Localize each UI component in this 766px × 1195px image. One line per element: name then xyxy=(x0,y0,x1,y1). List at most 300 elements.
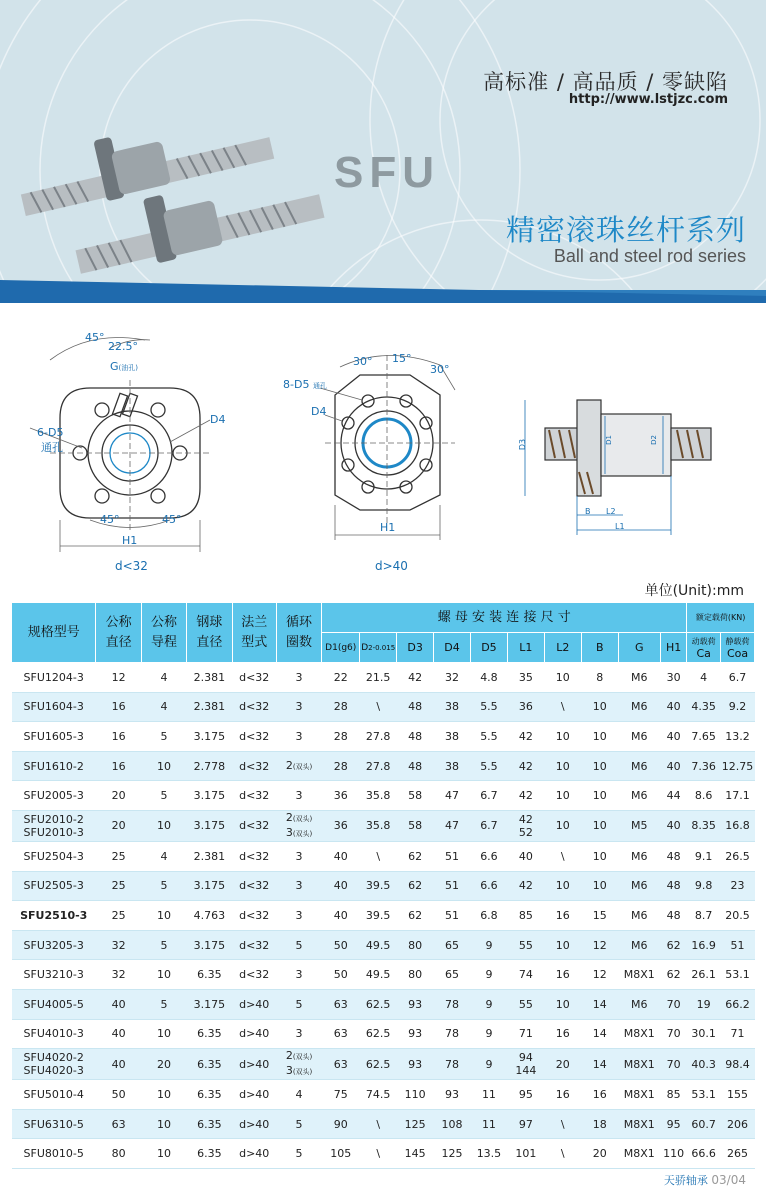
g-label: G(油孔) xyxy=(110,360,138,373)
cell-d4: 47 xyxy=(434,810,471,841)
cell-d5: 6.7 xyxy=(470,781,507,811)
cell-b: 14 xyxy=(581,989,618,1019)
cell-d4: 78 xyxy=(434,1019,471,1049)
cell-circ: 3 xyxy=(276,722,321,752)
holes-label: 6-D5 xyxy=(37,426,64,439)
cell-l1: 85 xyxy=(507,901,544,931)
product-code: SFU xyxy=(334,148,440,197)
cell-circ: 3 xyxy=(276,841,321,871)
cell-g: M6 xyxy=(618,989,660,1019)
cell-ca: 60.7 xyxy=(687,1109,721,1139)
cell-d4: 125 xyxy=(434,1139,471,1169)
cell-flange: d<32 xyxy=(232,901,276,931)
cell-b: 12 xyxy=(581,960,618,990)
cell-h1: 48 xyxy=(660,841,686,871)
cell-circ: 5 xyxy=(276,1109,321,1139)
cell-ball: 6.35 xyxy=(187,1049,232,1080)
cell-ca: 9.8 xyxy=(687,871,721,901)
cell-b: 14 xyxy=(581,1049,618,1080)
cell-dia: 40 xyxy=(96,989,141,1019)
cell-ball: 3.175 xyxy=(187,781,232,811)
cell-b: 10 xyxy=(581,841,618,871)
cell-ball: 2.381 xyxy=(187,663,232,693)
angle-30-right: 30° xyxy=(430,363,450,376)
ball-screw-image-lower xyxy=(76,194,325,274)
header-flange: 法兰 型式 xyxy=(232,603,276,663)
header-b: B xyxy=(581,633,618,663)
header-d3: D3 xyxy=(397,633,434,663)
cell-d4: 38 xyxy=(434,751,471,781)
nut-side-view-svg xyxy=(515,390,720,540)
cell-d4: 51 xyxy=(434,901,471,931)
cell-b: 12 xyxy=(581,930,618,960)
cell-l2: 10 xyxy=(544,663,581,693)
cell-ca: 8.6 xyxy=(687,781,721,811)
cell-lead: 4 xyxy=(141,841,186,871)
cell-d4: 78 xyxy=(434,1049,471,1080)
cell-g: M6 xyxy=(618,871,660,901)
cell-model: SFU2504-3 xyxy=(12,841,96,871)
footer xyxy=(664,1172,746,1188)
cell-g: M8X1 xyxy=(618,1019,660,1049)
cell-flange: d>40 xyxy=(232,1139,276,1169)
cell-d2: 49.5 xyxy=(360,960,397,990)
cell-l2: \ xyxy=(544,1139,581,1169)
cell-l1: 55 xyxy=(507,989,544,1019)
cell-d4: 38 xyxy=(434,722,471,752)
cell-l2: 20 xyxy=(544,1049,581,1080)
cell-flange: d<32 xyxy=(232,960,276,990)
l1-label: L1 xyxy=(615,522,625,531)
cell-d3: 145 xyxy=(397,1139,434,1169)
cell-d5: 6.7 xyxy=(470,810,507,841)
cell-l2: 16 xyxy=(544,960,581,990)
cell-lead: 4 xyxy=(141,692,186,722)
cell-coa: 13.2 xyxy=(721,722,755,752)
cell-d4: 47 xyxy=(434,781,471,811)
flange-drawing-small xyxy=(20,320,250,580)
cell-d5: 6.6 xyxy=(470,871,507,901)
l2-label: L2 xyxy=(606,507,616,516)
cell-d3: 80 xyxy=(397,930,434,960)
cell-g: M6 xyxy=(618,751,660,781)
cell-circ: 3 xyxy=(276,1019,321,1049)
cell-ca: 8.35 xyxy=(687,810,721,841)
table-row xyxy=(12,871,755,901)
cell-model: SFU1605-3 xyxy=(12,722,96,752)
cell-d5: 6.6 xyxy=(470,841,507,871)
cell-model: SFU3205-3 xyxy=(12,930,96,960)
cell-circ: 4 xyxy=(276,1080,321,1110)
cell-dia: 20 xyxy=(96,781,141,811)
cell-l1: 36 xyxy=(507,692,544,722)
cell-flange: d>40 xyxy=(232,989,276,1019)
cell-l1: 42 xyxy=(507,751,544,781)
cell-d4: 93 xyxy=(434,1080,471,1110)
cell-l2: \ xyxy=(544,692,581,722)
cell-dia: 16 xyxy=(96,722,141,752)
cell-d4: 51 xyxy=(434,871,471,901)
cell-h1: 40 xyxy=(660,722,686,752)
cell-l2: 10 xyxy=(544,810,581,841)
d4-label: D4 xyxy=(210,413,226,426)
cell-circ: 5 xyxy=(276,989,321,1019)
table-row xyxy=(12,1139,755,1169)
cell-d2: 27.8 xyxy=(360,722,397,752)
h1-label: H1 xyxy=(122,534,138,547)
cell-ball: 3.175 xyxy=(187,930,232,960)
cell-lead: 10 xyxy=(141,810,186,841)
header-h1: H1 xyxy=(660,633,686,663)
cell-h1: 48 xyxy=(660,871,686,901)
cell-lead: 5 xyxy=(141,989,186,1019)
header-l1: L1 xyxy=(507,633,544,663)
spec-table xyxy=(11,602,755,1169)
cell-ca: 4.35 xyxy=(687,692,721,722)
cell-d1: 36 xyxy=(322,810,360,841)
cell-lead: 10 xyxy=(141,751,186,781)
cell-flange: d<32 xyxy=(232,663,276,693)
cell-l2: 16 xyxy=(544,901,581,931)
cell-b: 14 xyxy=(581,1019,618,1049)
cell-model: SFU8010-5 xyxy=(12,1139,96,1169)
cell-coa: 20.5 xyxy=(721,901,755,931)
table-row xyxy=(12,663,755,693)
cell-ball: 6.35 xyxy=(187,1139,232,1169)
cell-dia: 40 xyxy=(96,1019,141,1049)
cell-d2: 62.5 xyxy=(360,1049,397,1080)
header-lead: 公称 导程 xyxy=(141,603,186,663)
cell-model: SFU4010-3 xyxy=(12,1019,96,1049)
cell-d2: \ xyxy=(360,1109,397,1139)
cell-ca: 30.1 xyxy=(687,1019,721,1049)
cell-g: M5 xyxy=(618,810,660,841)
cell-h1: 62 xyxy=(660,960,686,990)
cell-coa: 16.8 xyxy=(721,810,755,841)
cell-model: SFU3210-3 xyxy=(12,960,96,990)
cell-d3: 110 xyxy=(397,1080,434,1110)
cell-ca: 8.7 xyxy=(687,901,721,931)
cell-coa: 206 xyxy=(721,1109,755,1139)
cell-coa: 98.4 xyxy=(721,1049,755,1080)
cell-d4: 38 xyxy=(434,692,471,722)
cell-l1: 40 xyxy=(507,841,544,871)
cell-lead: 10 xyxy=(141,1139,186,1169)
cell-d2: \ xyxy=(360,841,397,871)
cell-d5: 6.8 xyxy=(470,901,507,931)
cell-dia: 12 xyxy=(96,663,141,693)
cell-l2: \ xyxy=(544,841,581,871)
cell-circ: 5 xyxy=(276,930,321,960)
d3-label: D3 xyxy=(518,438,528,451)
cell-lead: 5 xyxy=(141,930,186,960)
angle-45-bottom-left: 45° xyxy=(100,513,120,526)
cell-d1: 75 xyxy=(322,1080,360,1110)
cell-coa: 23 xyxy=(721,871,755,901)
cell-d2: 39.5 xyxy=(360,901,397,931)
cell-d3: 48 xyxy=(397,751,434,781)
header-l2: L2 xyxy=(544,633,581,663)
header-ball-dia: 钢球 直径 xyxy=(187,603,232,663)
cell-g: M6 xyxy=(618,781,660,811)
cell-d1: 28 xyxy=(322,722,360,752)
cell-b: 18 xyxy=(581,1109,618,1139)
cell-l2: 10 xyxy=(544,781,581,811)
cell-ca: 26.1 xyxy=(687,960,721,990)
cell-l1: 94 144 xyxy=(507,1049,544,1080)
cell-ball: 2.778 xyxy=(187,751,232,781)
cell-lead: 10 xyxy=(141,1109,186,1139)
cell-coa: 6.7 xyxy=(721,663,755,693)
header-d4: D4 xyxy=(434,633,471,663)
cell-d1: 28 xyxy=(322,751,360,781)
drawing-caption-small: d<32 xyxy=(115,559,148,573)
cell-l1: 95 xyxy=(507,1080,544,1110)
cell-circ: 3 xyxy=(276,901,321,931)
cell-g: M8X1 xyxy=(618,1049,660,1080)
cell-flange: d<32 xyxy=(232,841,276,871)
cell-model: SFU6310-5 xyxy=(12,1109,96,1139)
cell-ca: 53.1 xyxy=(687,1080,721,1110)
cell-g: M8X1 xyxy=(618,1139,660,1169)
header-ca: 动载荷 Ca xyxy=(687,633,721,663)
h1-label-large: H1 xyxy=(380,521,396,534)
cell-ca: 4 xyxy=(687,663,721,693)
cell-lead: 5 xyxy=(141,871,186,901)
cell-d1: 22 xyxy=(322,663,360,693)
table-row xyxy=(12,841,755,871)
table-row xyxy=(12,960,755,990)
nut-side-view xyxy=(515,390,720,540)
header-d2: D2-0.015 xyxy=(360,633,397,663)
cell-d1: 105 xyxy=(322,1139,360,1169)
cell-dia: 50 xyxy=(96,1080,141,1110)
cell-d3: 62 xyxy=(397,841,434,871)
cell-l1: 35 xyxy=(507,663,544,693)
cell-ca: 66.6 xyxy=(687,1139,721,1169)
cell-lead: 10 xyxy=(141,1080,186,1110)
cell-d2: 39.5 xyxy=(360,871,397,901)
cell-dia: 16 xyxy=(96,692,141,722)
cell-l1: 42 xyxy=(507,722,544,752)
cell-h1: 85 xyxy=(660,1080,686,1110)
cell-model: SFU4020-2 SFU4020-3 xyxy=(12,1049,96,1080)
cell-h1: 40 xyxy=(660,751,686,781)
cell-flange: d<32 xyxy=(232,692,276,722)
cell-d3: 62 xyxy=(397,901,434,931)
spec-table-body xyxy=(12,663,755,1169)
cell-flange: d<32 xyxy=(232,722,276,752)
header-d1: D1(g6) xyxy=(322,633,360,663)
website-url[interactable]: http://www.lstjzc.com xyxy=(568,92,728,107)
cell-flange: d>40 xyxy=(232,1109,276,1139)
series-title-cn: 精密滚珠丝杆系列 xyxy=(505,213,746,247)
flange-drawing-large xyxy=(280,345,480,580)
cell-d1: 40 xyxy=(322,871,360,901)
cell-h1: 62 xyxy=(660,930,686,960)
cell-model: SFU1610-2 xyxy=(12,751,96,781)
cell-d1: 63 xyxy=(322,1019,360,1049)
cell-ca: 19 xyxy=(687,989,721,1019)
cell-ca: 9.1 xyxy=(687,841,721,871)
page-number: 03/04 xyxy=(711,1173,746,1187)
cell-l1: 42 xyxy=(507,871,544,901)
cell-lead: 10 xyxy=(141,960,186,990)
cell-l2: 10 xyxy=(544,930,581,960)
angle-45-top: 45° xyxy=(85,331,105,344)
d2-label: D2 xyxy=(649,435,658,445)
cell-model: SFU2505-3 xyxy=(12,871,96,901)
cell-d1: 50 xyxy=(322,960,360,990)
cell-b: 10 xyxy=(581,722,618,752)
cell-d5: 11 xyxy=(470,1109,507,1139)
cell-ball: 6.35 xyxy=(187,1080,232,1110)
cell-g: M8X1 xyxy=(618,1080,660,1110)
cell-d5: 9 xyxy=(470,989,507,1019)
cell-circ: 3 xyxy=(276,663,321,693)
cell-d5: 4.8 xyxy=(470,663,507,693)
cell-b: 8 xyxy=(581,663,618,693)
cell-d2: 35.8 xyxy=(360,781,397,811)
cell-d3: 48 xyxy=(397,722,434,752)
cell-d1: 63 xyxy=(322,989,360,1019)
cell-l2: 10 xyxy=(544,871,581,901)
cell-l1: 74 xyxy=(507,960,544,990)
cell-ball: 4.763 xyxy=(187,901,232,931)
table-row xyxy=(12,1019,755,1049)
cell-d4: 32 xyxy=(434,663,471,693)
drawing-caption-large: d>40 xyxy=(375,559,408,573)
cell-circ: 3 xyxy=(276,871,321,901)
cell-dia: 20 xyxy=(96,810,141,841)
cell-dia: 40 xyxy=(96,1049,141,1080)
cell-d5: 11 xyxy=(470,1080,507,1110)
cell-coa: 265 xyxy=(721,1139,755,1169)
cell-d3: 58 xyxy=(397,781,434,811)
table-row xyxy=(12,810,755,841)
cell-d1: 40 xyxy=(322,901,360,931)
b-label: B xyxy=(585,507,591,516)
cell-g: M6 xyxy=(618,663,660,693)
table-row xyxy=(12,1109,755,1139)
cell-d3: 125 xyxy=(397,1109,434,1139)
cell-d5: 9 xyxy=(470,930,507,960)
cell-d4: 51 xyxy=(434,841,471,871)
cell-flange: d>40 xyxy=(232,1080,276,1110)
cell-d2: \ xyxy=(360,692,397,722)
footer-brand: 天骄轴承 xyxy=(663,1174,708,1187)
cell-model: SFU4005-5 xyxy=(12,989,96,1019)
cell-ca: 40.3 xyxy=(687,1049,721,1080)
header-coa: 静载荷 Coa xyxy=(721,633,755,663)
cell-dia: 32 xyxy=(96,930,141,960)
cell-l1: 101 xyxy=(507,1139,544,1169)
cell-d5: 5.5 xyxy=(470,751,507,781)
cell-ball: 3.175 xyxy=(187,810,232,841)
table-row xyxy=(12,751,755,781)
cell-l1: 42 52 xyxy=(507,810,544,841)
cell-flange: d>40 xyxy=(232,1019,276,1049)
cell-l2: \ xyxy=(544,1109,581,1139)
cell-ball: 2.381 xyxy=(187,841,232,871)
table-row xyxy=(12,692,755,722)
cell-model: SFU5010-4 xyxy=(12,1080,96,1110)
cell-g: M6 xyxy=(618,930,660,960)
cell-flange: d<32 xyxy=(232,810,276,841)
cell-circ: 3 xyxy=(276,692,321,722)
cell-dia: 25 xyxy=(96,871,141,901)
cell-g: M6 xyxy=(618,901,660,931)
table-row xyxy=(12,989,755,1019)
cell-h1: 30 xyxy=(660,663,686,693)
cell-model: SFU1204-3 xyxy=(12,663,96,693)
cell-d2: 62.5 xyxy=(360,989,397,1019)
cell-h1: 70 xyxy=(660,1049,686,1080)
cell-dia: 63 xyxy=(96,1109,141,1139)
cell-dia: 25 xyxy=(96,841,141,871)
cell-d5: 5.5 xyxy=(470,722,507,752)
cell-h1: 95 xyxy=(660,1109,686,1139)
cell-d5: 13.5 xyxy=(470,1139,507,1169)
cell-d2: 74.5 xyxy=(360,1080,397,1110)
cell-dia: 32 xyxy=(96,960,141,990)
cell-coa: 26.5 xyxy=(721,841,755,871)
cell-l2: 16 xyxy=(544,1019,581,1049)
cell-ball: 3.175 xyxy=(187,989,232,1019)
cell-ca: 7.65 xyxy=(687,722,721,752)
cell-d2: 27.8 xyxy=(360,751,397,781)
cell-ball: 2.381 xyxy=(187,692,232,722)
cell-ca: 7.36 xyxy=(687,751,721,781)
cell-d3: 93 xyxy=(397,989,434,1019)
cell-l1: 55 xyxy=(507,930,544,960)
cell-coa: 17.1 xyxy=(721,781,755,811)
cell-circ: 2(双头) 3(双头) xyxy=(276,1049,321,1080)
angle-15: 15° xyxy=(392,352,412,365)
cell-model: SFU1604-3 xyxy=(12,692,96,722)
table-row xyxy=(12,1049,755,1080)
cell-lead: 4 xyxy=(141,663,186,693)
holes-note: 通孔 xyxy=(41,441,63,454)
cell-d2: 49.5 xyxy=(360,930,397,960)
cell-ball: 3.175 xyxy=(187,871,232,901)
holes-label-8: 8-D5 通孔 xyxy=(283,378,327,391)
cell-b: 10 xyxy=(581,751,618,781)
cell-l1: 71 xyxy=(507,1019,544,1049)
cell-ball: 6.35 xyxy=(187,960,232,990)
cell-lead: 10 xyxy=(141,901,186,931)
cell-ball: 3.175 xyxy=(187,722,232,752)
cell-d3: 58 xyxy=(397,810,434,841)
cell-flange: d<32 xyxy=(232,871,276,901)
cell-d4: 108 xyxy=(434,1109,471,1139)
cell-ball: 6.35 xyxy=(187,1109,232,1139)
cell-d4: 65 xyxy=(434,930,471,960)
cell-l2: 10 xyxy=(544,989,581,1019)
cell-l2: 10 xyxy=(544,722,581,752)
cell-coa: 12.75 xyxy=(721,751,755,781)
cell-b: 20 xyxy=(581,1139,618,1169)
cell-circ: 2(双头) xyxy=(276,751,321,781)
cell-model: SFU2510-3 xyxy=(12,901,96,931)
table-row xyxy=(12,781,755,811)
cell-coa: 51 xyxy=(721,930,755,960)
cell-coa: 66.2 xyxy=(721,989,755,1019)
cell-l1: 97 xyxy=(507,1109,544,1139)
cell-g: M8X1 xyxy=(618,960,660,990)
header-model: 规格型号 xyxy=(12,603,96,663)
cell-ball: 6.35 xyxy=(187,1019,232,1049)
